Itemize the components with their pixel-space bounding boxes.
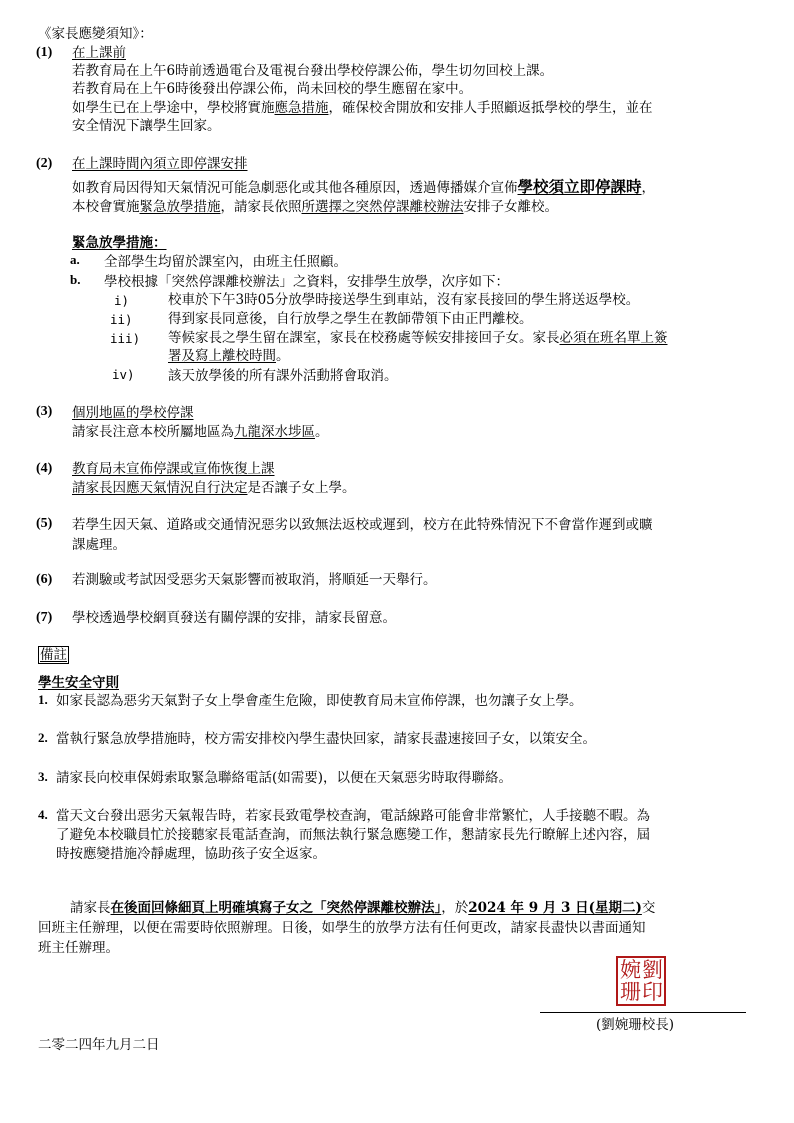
item-ii: 得到家長同意後，自行放學之學生在教師帶領下由正門離校。 — [168, 311, 533, 327]
remarks-label: 備註 — [40, 647, 67, 663]
closing-line-2: 回班主任辦理，以便在需要時依照辦理。日後，如學生的放學方法有任何更改，請家長盡快以書面通知 — [38, 920, 646, 936]
item-iii-line-2: 署及寫上離校時間。 — [168, 348, 290, 364]
section-6-line-1: 若測驗或考試因受惡劣天氣影響而被取消，將順延一天舉行。 — [72, 572, 437, 588]
item-b: 學校根據「突然停課離校辦法」之資料，安排學生放學，次序如下： — [104, 274, 509, 290]
safety-rule-3: 請家長向校車保姆索取緊急聯絡電話(如需要)，以便在天氣惡劣時取得聯絡。 — [56, 770, 513, 786]
roman-ii: ii) — [110, 312, 133, 327]
safety-number-3: 3. — [38, 769, 48, 784]
section-7-number: (7) — [36, 610, 53, 625]
safety-rule-4-line-1: 當天文台發出惡劣天氣報告時，若家長致電學校查詢，電話線路可能會非常繁忙，人手接聽不暇。為 — [56, 808, 650, 824]
item-a: 全部學生均留於課室內，由班主任照顧。 — [104, 254, 347, 270]
section-1-line-3: 如學生已在上學途中，學校將實施應急措施，確保校舍開放和安排人手照顧返抵學校的學生，並在 — [72, 100, 653, 116]
immediate-suspension-text: 學校須立即停課時 — [517, 177, 642, 196]
principal-signature-name: (劉婉珊校長) — [596, 1017, 675, 1033]
section-2-line-2: 本校會實施緊急放學措施，請家長依照所選擇之突然停課離校辦法安排子女離校。 — [72, 199, 558, 215]
section-7-line-1: 學校透過學校網頁發送有關停課的安排，請家長留意。 — [72, 610, 396, 626]
safety-rule-4-line-3: 時按應變措施冷靜處理，協助孩子安全返家。 — [56, 846, 326, 862]
section-5-line-1: 若學生因天氣、道路或交通情況惡劣以致無法返校或遲到，校方在此特殊情況下不會當作遲到或曠 — [72, 517, 653, 533]
section-4-number: (4) — [36, 461, 53, 476]
bullet-a: a. — [70, 252, 80, 267]
emergency-dismissal-title: 緊急放學措施： — [72, 235, 167, 251]
section-1-line-1: 若教育局在上午6時前透過電台及電視台發出學校停課公佈，學生切勿回校上課。 — [72, 63, 554, 79]
section-1-number: (1) — [36, 45, 53, 60]
notice-date: 二零二四年九月二日 — [38, 1037, 160, 1053]
item-i: 校車於下午3時05分放學時接送學生到車站，沒有家長接回的學生將送返學校。 — [168, 292, 640, 308]
section-5-line-2: 課處理。 — [72, 537, 126, 553]
section-3-heading: 個別地區的學校停課 — [72, 405, 194, 421]
bullet-b: b. — [70, 272, 81, 287]
roman-i: i) — [114, 293, 130, 308]
safety-rule-1: 如家長認為惡劣天氣對子女上學會產生危險，即使教育局未宣佈停課，也勿讓子女上學。 — [56, 693, 583, 709]
signature-line — [540, 1012, 746, 1013]
section-2-heading: 在上課時間內須立即停課安排 — [72, 156, 248, 172]
section-4-heading: 教育局未宣佈停課或宣佈恢復上課 — [72, 461, 275, 477]
closing-line-1: 請家長在後面回條細頁上明確填寫子女之「突然停課離校辦法」，於2024 年 9 月 3 日(星期二)交 — [70, 900, 656, 916]
section-2-line-1: 如教育局因得知天氣情況可能急劇惡化或其他各種原因，透過傳播媒介宣佈學校須立即停課時， — [72, 177, 656, 196]
district-text: 九龍深水埗區 — [234, 424, 315, 440]
section-1-line-2: 若教育局在上午6時後發出停課公佈，尚未回校的學生應留在家中。 — [72, 81, 473, 97]
principal-seal: 婉 劉 珊 印 — [616, 956, 666, 1006]
section-3-line-1: 請家長注意本校所屬地區為九龍深水埗區。 — [72, 424, 329, 440]
section-3-number: (3) — [36, 404, 53, 419]
safety-number-1: 1. — [38, 692, 48, 707]
safety-rules-title: 學生安全守則 — [38, 675, 119, 691]
section-2-number: (2) — [36, 156, 53, 171]
item-iv: 該天放學後的所有課外活動將會取消。 — [168, 368, 398, 384]
section-1-line-4: 安全情況下讓學生回家。 — [72, 118, 221, 134]
section-1-heading: 在上課前 — [72, 45, 126, 61]
section-5-number: (5) — [36, 516, 53, 531]
section-4-line-1: 請家長因應天氣情況自行決定是否讓子女上學。 — [72, 480, 356, 496]
roman-iv: iv) — [112, 367, 135, 382]
safety-number-2: 2. — [38, 730, 48, 745]
deadline-date: 2024 年 9 月 3 日(星期二) — [468, 900, 642, 916]
safety-number-4: 4. — [38, 807, 48, 822]
closing-line-3: 班主任辦理。 — [38, 940, 119, 956]
section-6-number: (6) — [36, 572, 53, 587]
emergency-measures-text: 應急措施 — [274, 100, 329, 116]
notice-title: 《家長應變須知》： — [38, 26, 153, 42]
item-iii-line-1: 等候家長之學生留在課室，家長在校務處等候安排接回子女。家長必須在班名單上簽 — [168, 330, 668, 346]
roman-iii: iii) — [110, 331, 141, 346]
safety-rule-4-line-2: 了避免本校職員忙於接聽家長電話查詢，而無法執行緊急應變工作，懇請家長先行瞭解上述內容，屆 — [56, 827, 650, 843]
safety-rule-2: 當執行緊急放學措施時，校方需安排校內學生盡快回家，請家長盡速接回子女，以策安全。 — [56, 731, 596, 747]
